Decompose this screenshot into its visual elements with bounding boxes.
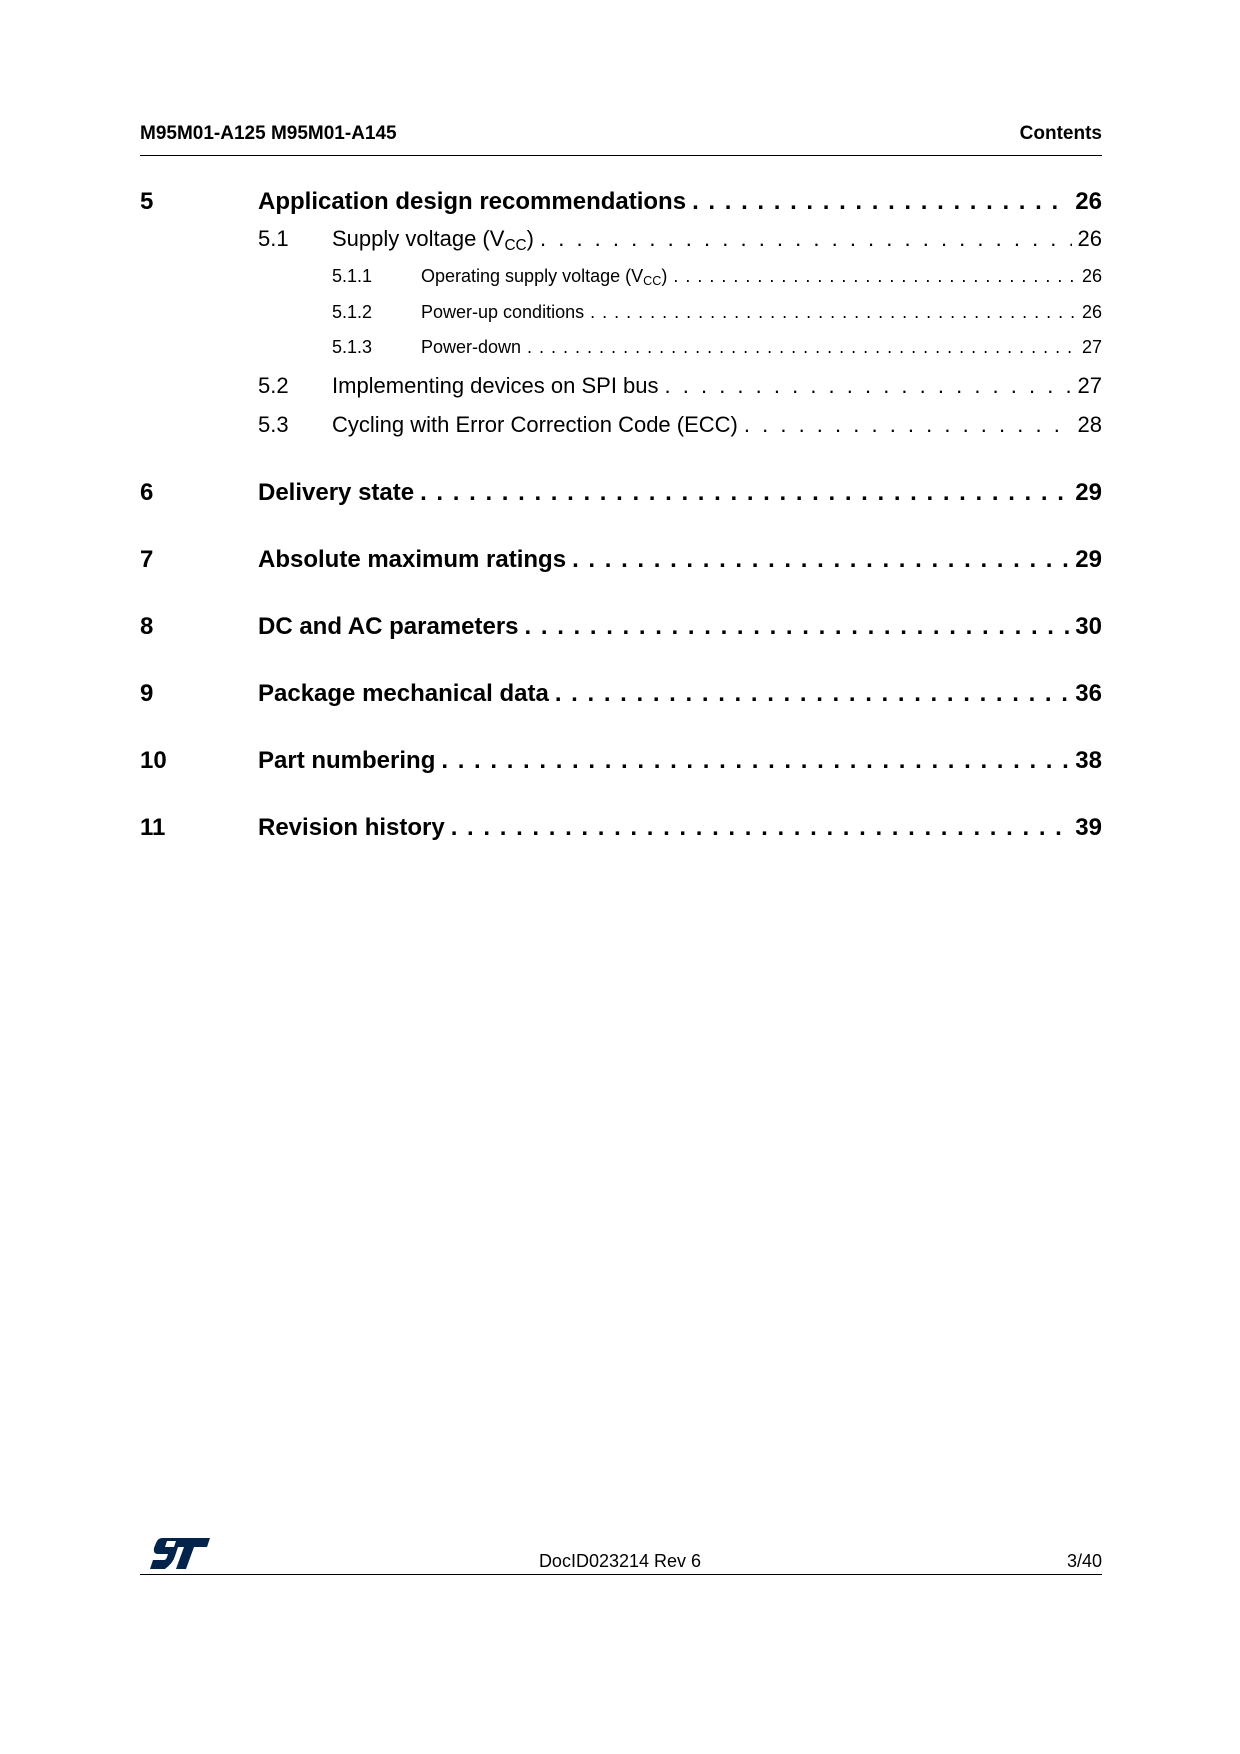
toc-dot-leader [555, 680, 1069, 708]
toc-title-end: ) [661, 266, 668, 286]
toc-dot-leader [673, 266, 1076, 287]
toc-dot-leader [665, 373, 1072, 399]
toc-dot-leader [692, 188, 1069, 216]
toc-dot-leader [441, 747, 1069, 775]
toc-entry-title: Revision history [258, 814, 445, 841]
toc-entry-page: 29 [1075, 546, 1102, 573]
toc-entry-number: 5.1 [258, 226, 289, 251]
toc-entry-8[interactable] [140, 613, 1102, 641]
header-section-title: Contents [1019, 123, 1102, 144]
toc-entry-number: 8 [140, 613, 154, 640]
toc-title-subscript: CC [643, 274, 662, 289]
toc-entry-number: 9 [140, 680, 154, 707]
toc-dot-leader [744, 412, 1072, 438]
header-doc-title: M95M01-A125 M95M01-A145 [140, 123, 397, 144]
toc-entry-number: 5.2 [258, 373, 289, 398]
toc-entry-7[interactable] [140, 546, 1102, 574]
toc-entry-title [332, 226, 534, 252]
footer-doc-id: DocID023214 Rev 6 [538, 1551, 702, 1571]
toc-title-text: Operating supply voltage (V [421, 266, 644, 286]
toc-entry-page: 26 [1075, 188, 1102, 215]
toc-entry-title [421, 266, 667, 287]
toc-entry-number: 5.1.1 [332, 266, 373, 286]
toc-entry-number: 5.3 [258, 412, 289, 437]
toc-entry-title: Absolute maximum ratings [258, 546, 567, 573]
toc-entry-title: DC and AC parameters [258, 613, 519, 640]
toc-entry-title: Implementing devices on SPI bus [332, 373, 659, 398]
toc-entry-page: 38 [1075, 747, 1102, 774]
toc-title-end: ) [526, 226, 534, 251]
toc-entry-page: 29 [1075, 479, 1102, 506]
toc-entry-5-1-2[interactable] [140, 302, 1102, 323]
toc-entry-title: Power-down [421, 337, 522, 357]
toc-entry-page: 36 [1075, 680, 1102, 707]
toc-entry-title: Delivery state [258, 479, 415, 506]
toc-entry-5-3[interactable] [140, 412, 1102, 438]
toc-entry-number: 7 [140, 546, 154, 573]
toc-dot-leader [527, 337, 1076, 358]
toc-dot-leader [420, 479, 1069, 507]
toc-entry-title: Power-up conditions [421, 302, 585, 322]
toc-dot-leader [572, 546, 1069, 574]
toc-entry-title: Cycling with Error Correction Code (ECC) [332, 412, 738, 437]
toc-entry-11[interactable] [140, 814, 1102, 842]
toc-title-text: Supply voltage (V [332, 226, 505, 251]
toc-entry-5-1-3[interactable] [140, 337, 1102, 358]
toc-entry-page: 26 [1081, 266, 1102, 286]
toc-entry-title: Package mechanical data [258, 680, 549, 707]
toc-entry-number: 11 [140, 814, 166, 841]
footer-page-number: 3/40 [1066, 1551, 1102, 1571]
toc-entry-page: 26 [1081, 302, 1102, 322]
toc-dot-leader [540, 226, 1072, 252]
toc-entry-number: 5.1.3 [332, 337, 373, 357]
toc-entry-5-1-1[interactable] [140, 266, 1102, 287]
toc-entry-page: 27 [1081, 337, 1102, 357]
toc-entry-10[interactable] [140, 747, 1102, 775]
toc-entry-title: Application design recommendations [258, 188, 687, 215]
toc-entry-page: 26 [1077, 226, 1102, 251]
header-rule [140, 155, 1102, 156]
toc-entry-number: 5 [140, 188, 154, 215]
toc-entry-page: 30 [1075, 613, 1102, 640]
toc-entry-page: 39 [1075, 814, 1102, 841]
footer-rule [140, 1574, 1102, 1575]
toc-entry-number: 5.1.2 [332, 302, 373, 322]
toc-dot-leader [525, 613, 1070, 641]
toc-entry-5-2[interactable] [140, 373, 1102, 399]
toc-dot-leader [590, 302, 1076, 323]
toc-title-subscript: CC [504, 236, 527, 254]
toc-dot-leader [451, 814, 1070, 842]
toc-entry-5-1[interactable] [140, 226, 1102, 252]
toc-entry-number: 6 [140, 479, 154, 506]
toc-entry-9[interactable] [140, 680, 1102, 708]
toc-entry-5[interactable] [140, 188, 1102, 216]
toc-entry-page: 28 [1077, 412, 1102, 437]
toc-entry-number: 10 [140, 747, 167, 774]
toc-entry-page: 27 [1077, 373, 1102, 398]
toc-entry-6[interactable] [140, 479, 1102, 507]
toc-entry-title: Part numbering [258, 747, 436, 774]
